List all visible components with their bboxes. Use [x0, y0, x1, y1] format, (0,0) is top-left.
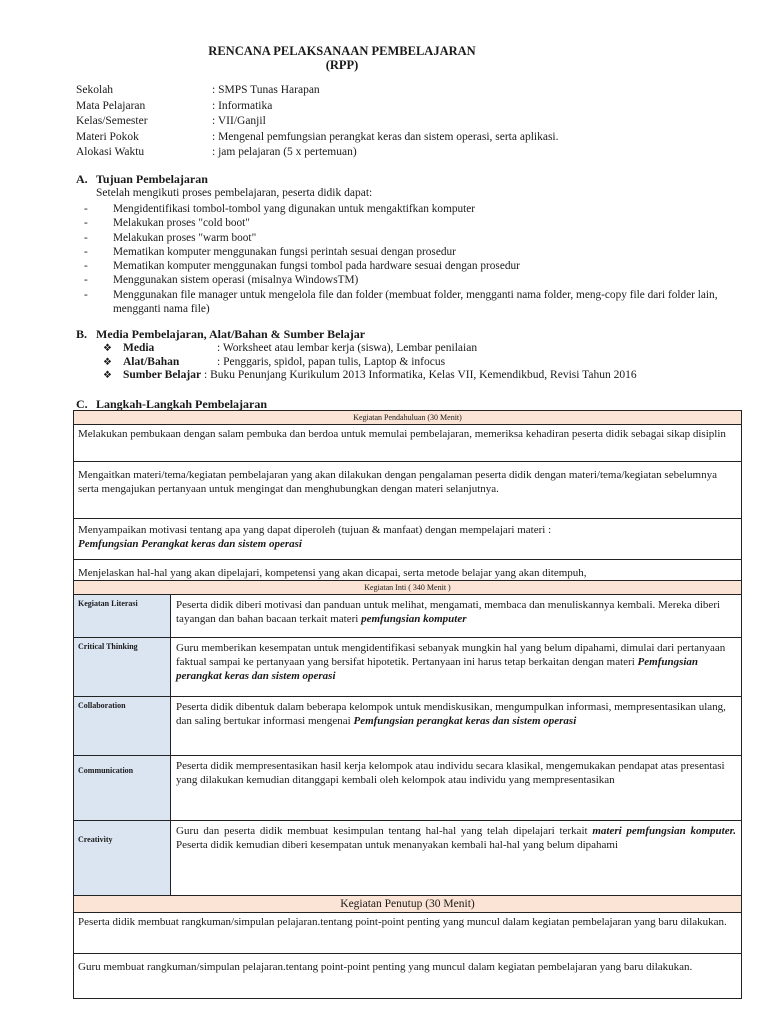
list-item: - Mematikan komputer menggunakan fungsi perintah sesuai dengan prosedur [84, 245, 456, 258]
table-row [74, 821, 742, 896]
table-row [74, 560, 742, 581]
activity-label: Kegiatan Literasi [74, 595, 171, 638]
section-title: Langkah-Langkah Pembelajaran [96, 397, 268, 411]
info-label: Kelas/Semester [76, 115, 148, 127]
info-row-mapel [76, 99, 559, 115]
section-title: Media Pembelajaran, Alat/Bahan & Sumber Belajar [96, 327, 366, 341]
table-cell: Guru membuat rangkuman/simpulan pelajaran.tentang point-point penting yang muncul dalam kegiatan pembelajaran yang baru dilakukan. [74, 954, 742, 999]
motivasi-topic: Pemfungsian Perangkat keras dan sistem operasi [78, 538, 302, 550]
diamond-bullet-icon: ❖ [103, 343, 112, 354]
info-row-sekolah [76, 83, 559, 99]
table-row [74, 913, 742, 954]
objective-list [84, 202, 734, 316]
info-row-alokasi [76, 145, 559, 161]
identity-block [76, 83, 559, 161]
info-value: : Informatika [212, 99, 273, 112]
motivasi-text: Menyampaikan motivasi tentang apa yang dapat diperoleh (tujuan & manfaat) dengan mempelajari materi : [78, 524, 552, 536]
list-item: - Menggunakan file manager untuk mengelola file dan folder (membuat folder, mengganti nama folder, meng-copy file dari folder lain, mengganti nama file) [84, 288, 718, 316]
activity-text: Peserta didik diberi motivasi dan panduan untuk melihat, mengamati, membaca dan menuliskannya kembali. Mereka diberi tayangan dan bahan bacaan terkait materi pemfungsian komputer [171, 595, 742, 638]
table-cell [74, 519, 742, 560]
activity-label: Collaboration [74, 697, 171, 756]
section-number: C. [76, 397, 88, 411]
table-row [74, 425, 742, 462]
media-item: ❖ Media : Worksheet atau lembar kerja (siswa), Lembar penilaian [103, 342, 478, 354]
activity-text: Peserta didik dibentuk dalam beberapa kelompok untuk mendiskusikan, mengumpulkan informasi, mempresentasikan ulang, dan saling bertukar informasi mengenai Pemfungsian perangkat keras dan sistem operasi [171, 697, 742, 756]
learning-steps-table [73, 410, 742, 999]
table-row [74, 756, 742, 821]
table-row [74, 462, 742, 519]
table-row [74, 519, 742, 560]
activity-text: Guru memberikan kesempatan untuk mengidentifikasi sebanyak mungkin hal yang belum dipahami, dimulai dari pertanyaan faktual sampai ke pertanyaan yang bersifat hipotetik. Pertanyaan ini harus tetap berkaitan dengan materi Pemfungsian perangkat keras dan sistem operasi [171, 638, 742, 697]
info-label: Materi Pokok [76, 130, 139, 143]
activity-label: Critical Thinking [74, 638, 171, 697]
diamond-bullet-icon: ❖ [103, 370, 112, 381]
section-a-intro: Setelah mengikuti proses pembelajaran, peserta didik dapat: [96, 187, 373, 199]
list-item: - Mengidentifikasi tombol-tombol yang digunakan untuk mengaktifkan komputer [84, 203, 476, 215]
table-cell: Menjelaskan hal-hal yang akan dipelajari, kompetensi yang akan dicapai, serta metode belajar yang akan ditempuh, [74, 560, 742, 581]
section-number: B. [76, 327, 88, 341]
penutup-header: Kegiatan Penutup (30 Menit) [74, 896, 742, 913]
table-row [74, 595, 742, 638]
list-item: - Mematikan komputer menggunakan fungsi tombol pada hardware sesuai dengan prosedur [84, 260, 520, 273]
section-a-heading [76, 172, 208, 187]
list-item: - Menggunakan sistem operasi (misalnya WindowsTM) [84, 274, 359, 287]
activity-label: Creativity [74, 821, 171, 896]
list-item: - Melakukan proses "cold boot" [84, 217, 250, 230]
table-row [74, 581, 742, 595]
table-cell: Peserta didik membuat rangkuman/simpulan pelajaran.tentang point-point penting yang muncul dalam kegiatan pembelajaran yang baru dilakukan. [74, 913, 742, 954]
activity-label: Communication [74, 756, 171, 821]
table-row [74, 896, 742, 913]
info-label: Alokasi Waktu [76, 146, 145, 158]
table-row [74, 411, 742, 425]
info-row-materi [76, 130, 559, 146]
activity-text: Guru dan peserta didik membuat kesimpulan tentang hal-hal yang telah dipelajari terkait materi pemfungsian komputer. Peserta didik kemudian diberi kesempatan untuk menanyakan kembali hal-hal yang belum dipahami [171, 821, 742, 896]
inti-header: Kegiatan Inti ( 340 Menit ) [74, 581, 742, 595]
info-label: Sekolah [76, 84, 114, 96]
info-value: : VII/Ganjil [212, 115, 266, 127]
info-value: : jam pelajaran (5 x pertemuan) [212, 146, 357, 158]
document-title: RENCANA PELAKSANAAN PEMBELAJARAN [208, 44, 476, 58]
table-cell: Mengaitkan materi/tema/kegiatan pembelajaran yang akan dilakukan dengan pengalaman peserta didik dengan materi/tema/kegiatan sebelumnya serta mengajukan pertanyaan untuk mengingat dan menghubungkan dengan materi selanjutnya. [74, 462, 742, 519]
section-number: A. [76, 172, 88, 186]
document-subtitle: (RPP) [325, 58, 359, 72]
section-title: Tujuan Pembelajaran [96, 172, 208, 186]
info-label: Mata Pelajaran [76, 99, 146, 112]
list-item: - Melakukan proses "warm boot" [84, 231, 257, 244]
table-row [74, 697, 742, 756]
activity-text: Peserta didik mempresentasikan hasil kerja kelompok atau individu secara klasikal, mengemukakan pendapat atas presentasi yang dilakukan kemudian ditanggapi kembali oleh kelompok atau individu yang mempresentasikan [171, 756, 742, 821]
media-item: ❖ Sumber Belajar : Buku Penunjang Kurikulum 2013 Informatika, Kelas VII, Kemendikbud, Revisi Tahun 2016 [103, 369, 637, 381]
table-row [74, 954, 742, 999]
table-row [74, 638, 742, 697]
info-value: : SMPS Tunas Harapan [212, 84, 320, 96]
section-b-heading [76, 327, 365, 342]
info-row-kelas [76, 114, 559, 130]
media-item: ❖ Alat/Bahan : Penggaris, spidol, papan tulis, Laptop & infocus [103, 355, 446, 368]
pendahuluan-header: Kegiatan Pendahuluan (30 Menit) [74, 411, 742, 425]
info-value: : Mengenal pemfungsian perangkat keras dan sistem operasi, serta aplikasi. [212, 130, 559, 143]
diamond-bullet-icon: ❖ [103, 356, 112, 368]
media-list [103, 342, 637, 383]
table-cell: Melakukan pembukaan dengan salam pembuka dan berdoa untuk memulai pembelajaran, memeriksa kehadiran peserta didik sebagai sikap disiplin [74, 425, 742, 462]
